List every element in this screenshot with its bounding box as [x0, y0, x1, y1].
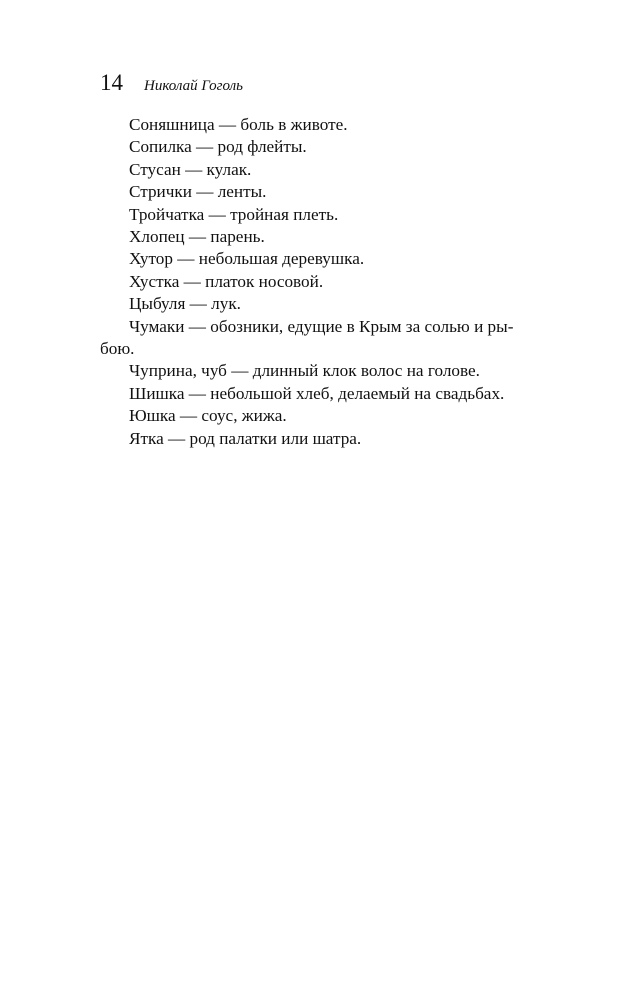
glossary-entry [100, 383, 552, 405]
entry-line: Хлопец — парень. [129, 227, 265, 247]
glossary-entry [100, 226, 552, 248]
entry-line: Цыбуля — лук. [129, 294, 241, 314]
glossary-entry [100, 428, 552, 450]
entry-line: Тройчатка — тройная плеть. [129, 204, 339, 224]
entry-line: Юшка — соус, жижа. [129, 406, 287, 426]
glossary-entry [100, 181, 552, 203]
glossary-entry [100, 136, 552, 158]
glossary-entry [100, 360, 552, 382]
entry-line: Чуприна, чуб — длинный клок волос на голове. [129, 361, 480, 381]
entry-line: Шишка — небольшой хлеб, делаемый на свадьбах. [129, 383, 505, 403]
page-number: 14 [100, 70, 123, 95]
running-title: Николай Гоголь [144, 78, 243, 94]
glossary-list [100, 114, 552, 450]
glossary-entry [100, 293, 552, 315]
glossary-entry [100, 248, 552, 270]
entry-line: Сопилка — род флейты. [129, 137, 307, 157]
glossary-entry [100, 316, 552, 361]
glossary-entry [100, 159, 552, 181]
entry-line: Соняшница — боль в животе. [129, 115, 348, 134]
entry-line: Чумаки — обозники, едущие в Крым за солью и ры- [129, 316, 514, 336]
page-header [100, 70, 243, 96]
entry-line: Стусан — кулак. [129, 159, 252, 179]
entry-line: Стрички — ленты. [129, 182, 267, 202]
entry-line: бою. [100, 339, 135, 359]
entry-line: Хутор — небольшая деревушка. [129, 249, 365, 269]
entry-line: Ятка — род палатки или шатра. [129, 428, 362, 448]
entry-line: Хустка — платок носовой. [129, 271, 324, 291]
glossary-entry [100, 204, 552, 226]
glossary-entry [100, 271, 552, 293]
glossary-entry [100, 405, 552, 427]
glossary-entry [100, 114, 552, 136]
